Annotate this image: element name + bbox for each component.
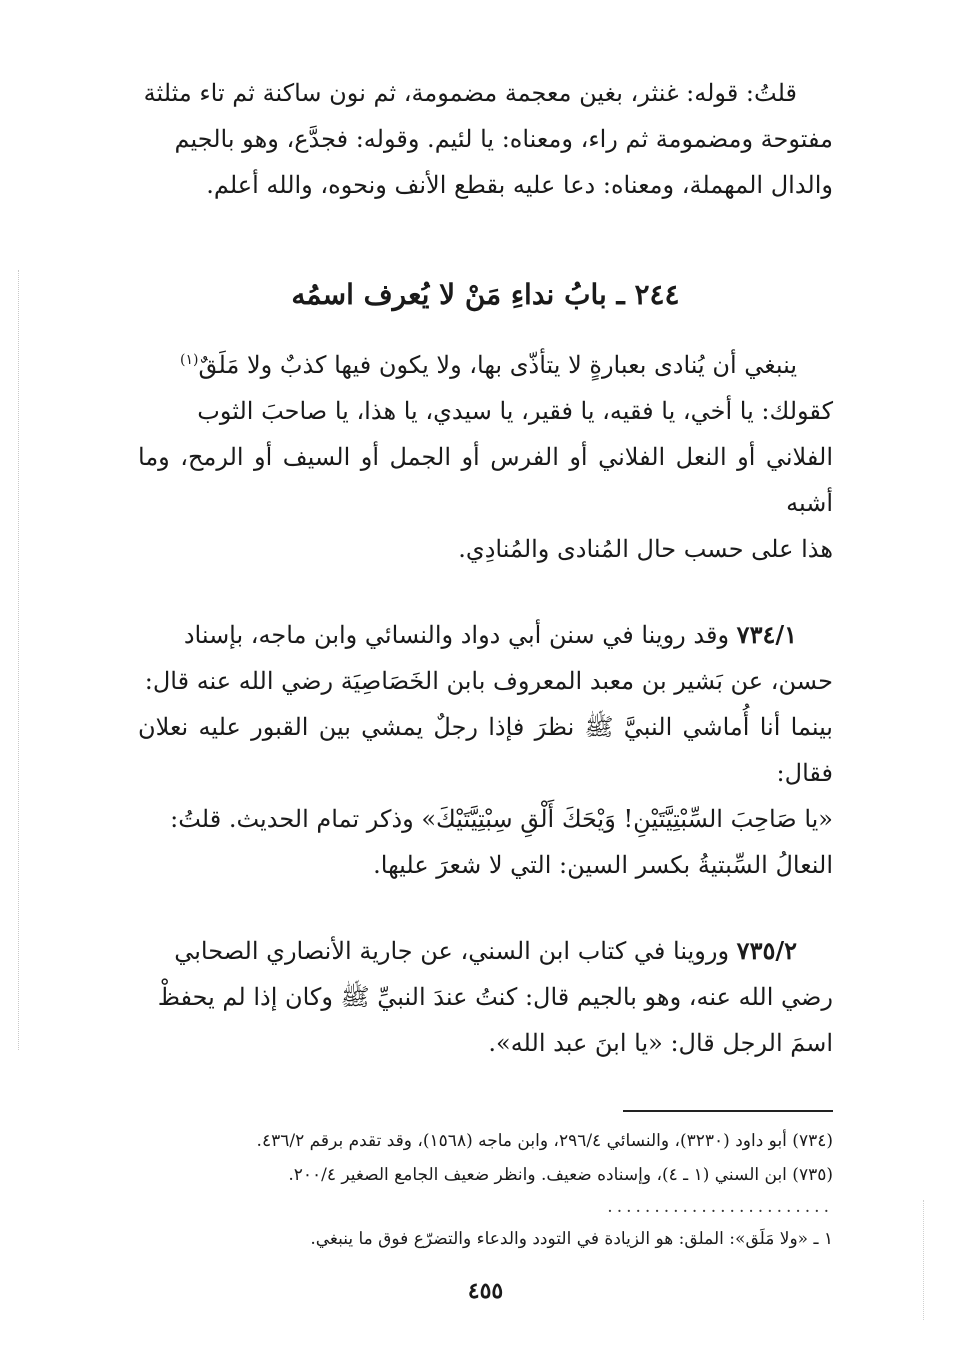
footnotes xyxy=(138,1124,833,1192)
footnote-dots-separator: ........................ xyxy=(607,1197,833,1217)
intro-line-2: مفتوحة ومضمومة ثم راء، ومعناه: يا لئيم. وقوله: فجدَّع، وهو بالجيم xyxy=(174,125,833,153)
footnote-separator xyxy=(623,1110,833,1112)
editor-note-1: ١ ـ «ولا مَلَق»: الملق: هو الزيادة في التودد والدعاء والتضرّع فوق ما ينبغي. xyxy=(310,1229,833,1249)
intro-paragraph xyxy=(138,70,833,208)
intro-line-1: قلتُ: قوله: غنثر، بغين معجمة مضمومة، ثم نون ساكنة ثم تاء مثلثة xyxy=(143,79,797,107)
chapter-paragraph xyxy=(138,342,833,572)
chapter-paragraph-line-1-text: ينبغي أن يُنادى بعبارةٍ لا يتأذّى بها، ولا يكون فيها كذبٌ ولا مَلَقٌ xyxy=(198,351,797,379)
hadith-734 xyxy=(138,612,833,888)
scan-margin-mark-right xyxy=(923,1200,924,1320)
hadith-number-735: ٧٣٥/٢ xyxy=(736,936,797,965)
page-number: ٤٥٥ xyxy=(467,1278,504,1304)
hadith-734-line-1-text: وقد روينا في سنن أبي دواد والنسائي وابن ماجه، بإسناد xyxy=(183,621,730,649)
footnote-734: (٧٣٤) أبو داود (٣٢٣٠)، والنسائي ٢٩٦/٤، وابن ماجه (١٥٦٨)، وقد تقدم برقم ٤٣٦/٢. xyxy=(256,1131,833,1151)
hadith-734-line-3: بينما أنا أُماشي النبيَّ ﷺ نظرَ فإذا رجلٌ يمشي بين القبور عليه نعلان فقال: xyxy=(138,713,833,787)
book-page xyxy=(138,70,833,1304)
hadith-734-line-4: «يا صَاحِبَ السِّبْتِيَّتَيْنِ! وَيْحَكَ أَلْقِ سِبْتِيَّتَيْكَ» وذكر تمام الحديث. قلتُ: xyxy=(170,805,833,833)
chapter-heading: ٢٤٤ ـ بابُ نداءِ مَنْ لا يُعرف اسمُه xyxy=(291,278,680,311)
hadith-735-line-1 xyxy=(138,928,833,974)
hadith-735 xyxy=(138,928,833,1066)
scan-margin-mark xyxy=(18,270,19,1050)
chapter-paragraph-line-4: هذا على حسب حال المُنادى والمُنادِي. xyxy=(458,535,833,563)
chapter-paragraph-line-3: الفلاني أو النعل الفلاني أو الفرس أو الجمل أو السيف أو الرمح، وما أشبه xyxy=(138,443,833,517)
footnote-marker-1: (١) xyxy=(180,352,199,368)
footnote-735: (٧٣٥) ابن السني (١ ـ ٤)، وإسناده ضعيف. وانظر ضعيف الجامع الصغير ٢٠٠/٤. xyxy=(288,1165,833,1185)
editor-notes xyxy=(138,1222,833,1256)
hadith-734-line-5: النعالُ السِّبتيةُ بكسر السين: التي لا شعرَ عليها. xyxy=(373,851,833,879)
hadith-734-line-2: حسن، عن بَشير بن معبد المعروف بابن الخَصَاصِيَة رضي الله عنه قال: xyxy=(144,667,833,695)
chapter-paragraph-line-2: كقولك: يا أخي، يا فقيه، يا فقير، يا سيدي، يا هذا، يا صاحبَ الثوب xyxy=(197,397,833,425)
hadith-number-734: ٧٣٤/١ xyxy=(736,620,797,649)
hadith-735-line-2: رضي الله عنه، وهو بالجيم قال: كنتُ عندَ النبيِّ ﷺ وكان إذا لم يحفظْ xyxy=(157,983,833,1011)
hadith-735-line-3: اسمَ الرجل قال: «يا ابنَ عبد الله». xyxy=(488,1029,833,1057)
intro-line-3: والدال المهملة، ومعناه: دعا عليه بقطع الأنف ونحوه، والله أعلم. xyxy=(206,171,833,199)
chapter-paragraph-line-1 xyxy=(138,342,833,388)
hadith-734-line-1 xyxy=(138,612,833,658)
hadith-735-line-1-text: وروينا في كتاب ابن السني، عن جارية الأنصاري الصحابي xyxy=(174,937,730,965)
